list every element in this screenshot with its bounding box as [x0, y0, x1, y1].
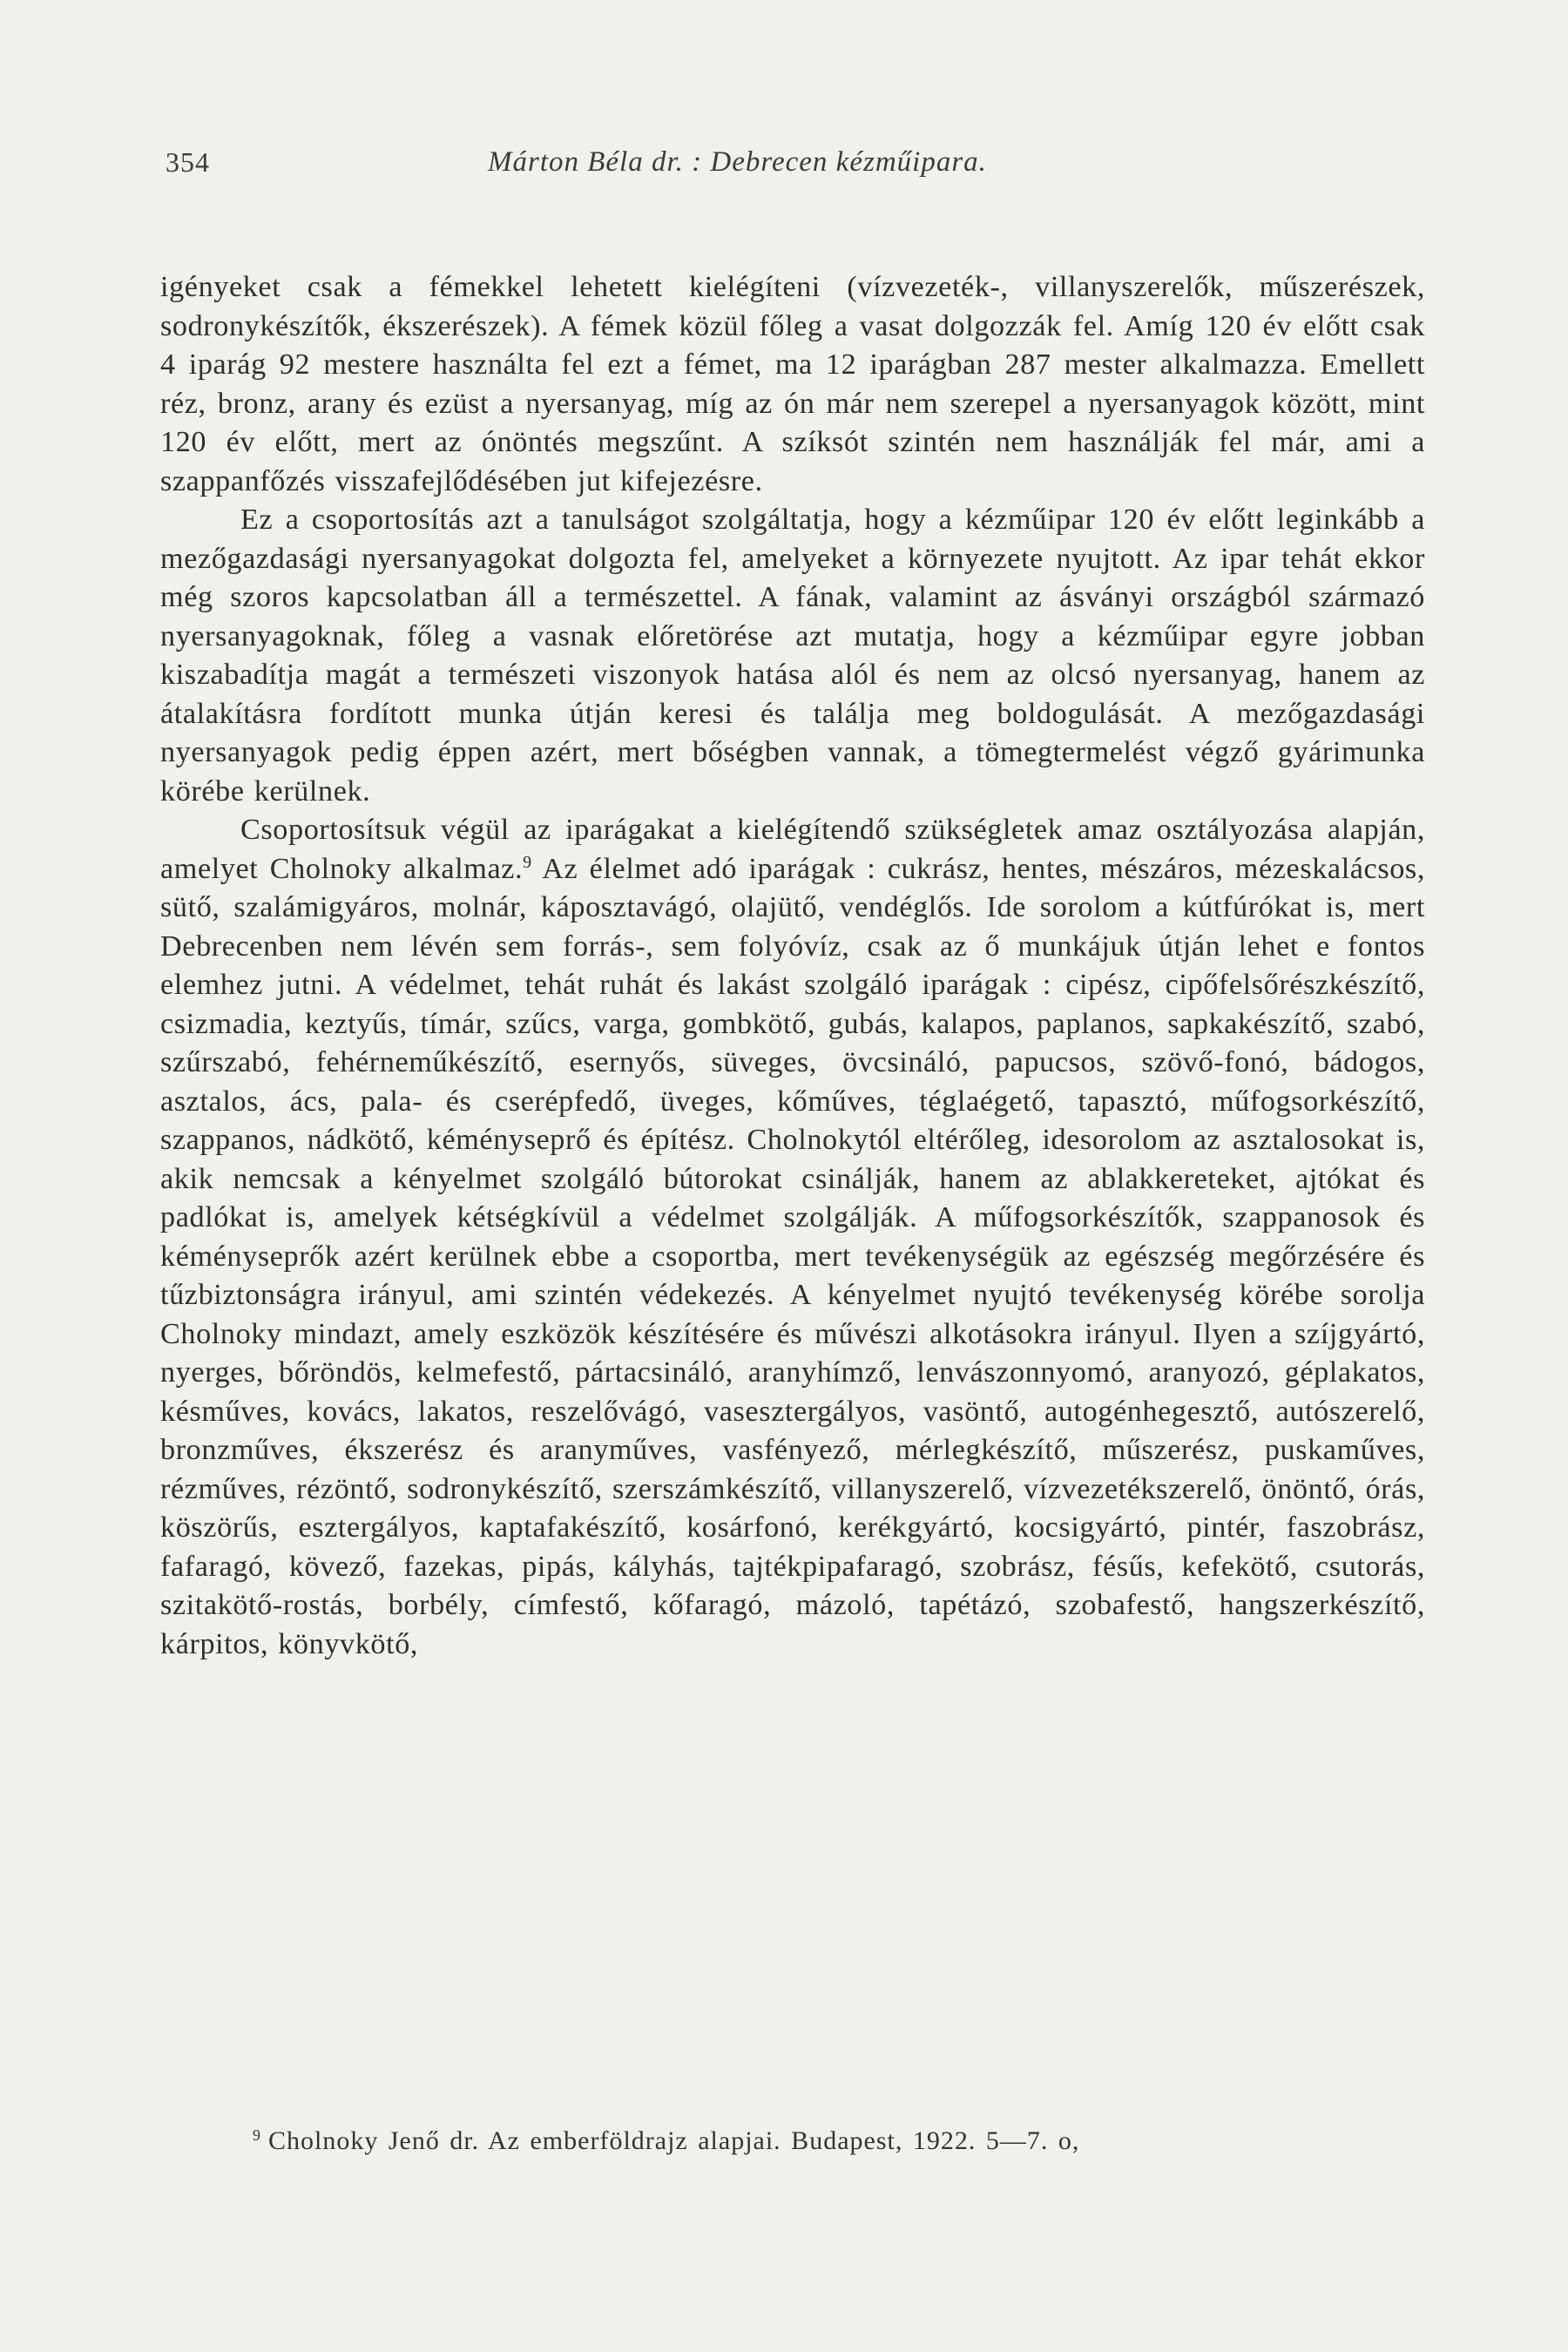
paragraph: [160, 811, 1425, 1664]
body-text: [160, 268, 1425, 1664]
footnote-text: Cholnoky Jenő dr. Az emberföldrajz alapjai. Budapest, 1922. 5—7. o,: [268, 2126, 1080, 2155]
footnote-reference: 9: [523, 852, 532, 872]
page-header: [166, 146, 1420, 190]
paragraph-text: Az élelmet adó iparágak : cukrász, hentes, mészáros, mézeskalácsos, sütő, szalámigyáros, molnár, káposztavágó, olajütő, vendéglős. Ide sorolom a kútfúrókat is, mert Debrecenben nem lévén sem forrás-, sem folyóvíz, csak az ő munkájuk útján lehet e fontos elemhez jutni. A védelmet, tehát ruhát és lakást szolgáló iparágak : cipész, cipőfelsőrészkészítő, csizmadia, keztyűs, tímár, szűcs, varga, gombkötő, gubás, kalapos, paplanos, sapkakészítő, szabó, szűrszabó, fehérneműkészítő, esernyős, süveges, övcsináló, papucsos, szövő-fonó, bádogos, asztalos, ács, pala- és cserépfedő, üveges, kőműves, téglaégető, tapasztó, műfogsorkészítő, szappanos, nádkötő, kéményseprő és építész. Cholnokytól eltérőleg, idesorolom az asztalosokat is, akik nemcsak a kényelmet szolgáló bútorokat csinálják, hanem az ablakkereteket, ajtókat és padlókat is, amelyek kétségkívül a védelmet szolgálják. A műfogsorkészítők, szappanosok és kéményseprők azért kerülnek ebbe a csoportba, mert tevékenységük az egészség megőrzésére és tűzbiztonságra irányul, ami szintén védekezés. A kényelmet nyujtó tevékenység körébe sorolja Cholnoky mindazt, amely eszközök készítésére és művészi alkotásokra irányul. Ilyen a szíjgyártó, nyerges, bőröndös, kelmefestő, pártacsináló, aranyhímző, lenvászonnyomó, aranyozó, géplakatos, késműves, kovács, lakatos, reszelővágó, vasesztergályos, vasöntő, autogénhegesztő, autószerelő, bronzműves, ékszerész és aranyműves, vasfényező, mérlegkészítő, műszerész, puskaműves, rézműves, rézöntő, sodronykészítő, szerszámkészítő, villanyszerelő, vízvezetékszerelő, önöntő, órás, köszörűs, esztergályos, kaptafakészítő, kosárfonó, kerékgyártó, kocsigyártó, pintér, faszobrász, fafaragó, kövező, fazekas, pipás, kályhás, tajtékpipafaragó, szobrász, fésűs, kefekötő, csutorás, szitakötő-rostás, borbély, címfestő, kőfaragó, mázoló, tapétázó, szobafestő, hangszerkészítő, kárpitos, könyvkötő,: [160, 852, 1425, 1660]
paragraph-text: Csoportosítsuk végül az iparágakat a kielégítendő szükségletek amaz osztályozása alapján, amelyet Cholnoky alkalmaz.: [160, 814, 1425, 885]
footnote-number: 9: [253, 2126, 261, 2144]
paragraph: Ez a csoportosítás azt a tanulságot szolgáltatja, hogy a kézműipar 120 év előtt leginkább a mezőgazdasági nyersanyagokat dolgozta fel, amelyeket a környezete nyujtott. Az ipar tehát ekkor még szoros kapcsolatban áll a természettel. A fának, valamint az ásványi országból származó nyersanyagoknak, főleg a vasnak előretörése azt mutatja, hogy a kézműipar egyre jobban kiszabadítja magát a természeti viszonyok hatása alól és nem az olcsó nyersanyag, hanem az átalakításra fordított munka útján keresi és találja meg boldogulását. A mezőgazdasági nyersanyagok pedig éppen azért, mert bőségben vannak, a tömegtermelést végző gyárimunka körébe kerülnek.: [160, 504, 1425, 808]
paragraph: igényeket csak a fémekkel lehetett kielégíteni (vízvezeték-, villanyszerelők, műszerészek, sodronykészítők, ékszerészek). A fémek közül főleg a vasat dolgozzák fel. Amíg 120 év előtt csak 4 iparág 92 mestere használta fel ezt a fémet, ma 12 iparágban 287 mester alkalmazza. Emellett réz, bronz, arany és ezüst a nyersanyag, míg az ón már nem szerepel a nyersanyagok között, mint 120 év előtt, mert az ónöntés megszűnt. A szíksót szintén nem használják fel már, ami a szappanfőzés visszafejlődésében jut kifejezésre.: [160, 271, 1425, 497]
page-number: 354: [166, 146, 210, 178]
footnote: [253, 2124, 1425, 2159]
running-head: Márton Béla dr. : Debrecen kézműipara.: [488, 146, 987, 178]
